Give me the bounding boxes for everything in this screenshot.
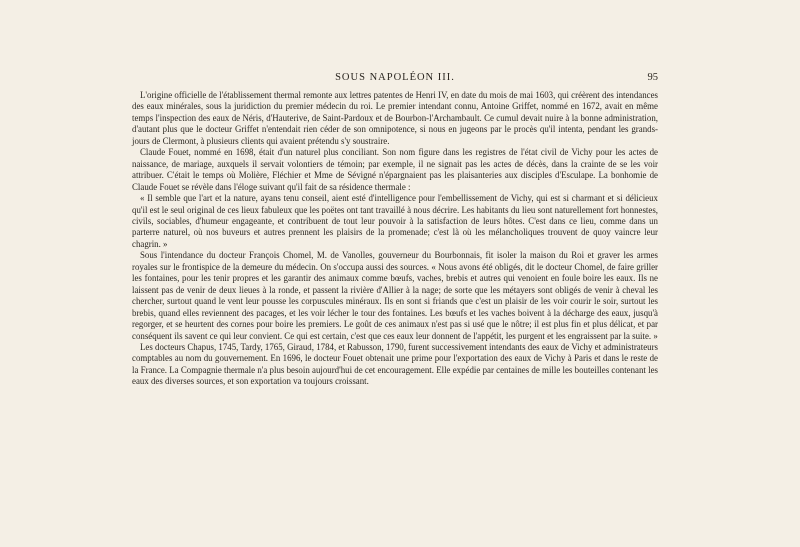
- body-text: [132, 90, 658, 388]
- page-header: [132, 72, 658, 86]
- paragraph-chomel: Sous l'intendance du docteur François Chomel, M. de Vanolles, gouverneur du Bourbonnais, fit isoler la maison du Roi et graver les armes royales sur le frontispice de la demeure du médecin. On s'occupa aussi des sources. « Nous avons été obligés, dit le docteur Chomel, de faire griller les fontaines, pour les tenir propres et les garantir des animaux comme bœufs, vaches, brebis et autres qui venoient en foule boire les eaux. Ils ne laissent pas de venir de deux lieues à la ronde, et passent la rivière d'Allier à la nage; de sorte que les métayers sont obligés de venir à cheval les chercher, surtout quand le vent leur pousse les corpuscules minéraux. Ils en sont si friands que c'est un plaisir de les voir courir le soir, surtout les brebis, quand elles reviennent des pacages, et les voir lécher le tour des fontaines. Les bœufs et les vaches boivent à la décharge des eaux, jusqu'à regorger, et se heurtent des cornes pour boire les premiers. Le goût de ces animaux n'est pas si usé que le nôtre; il est plus fin et plus délicat, et par conséquent ils savent ce qui leur convient. Ce qui est certain, c'est que ces eaux leur donnent de l'appétit, les purgent et les engraissent par la suite. »: [132, 250, 658, 341]
- running-title: SOUS NAPOLÉON III.: [335, 72, 455, 83]
- paragraph-intendants: Les docteurs Chapus, 1745, Tardy, 1765, Giraud, 1784, et Rabusson, 1790, furent successivement intendants des eaux de Vichy et administrateurs comptables au nom du gouvernement. En 1696, le docteur Fouet obtenait une prime pour l'exportation des eaux de Vichy à Paris et dans le reste de la France. La Compagnie thermale n'a plus besoin aujourd'hui de cet encouragement. Elle expédie par centaines de mille les bouteilles contenant les eaux des diverses sources, et son exportation va toujours croissant.: [132, 341, 658, 387]
- paragraph-claude-fouet: Claude Fouet, nommé en 1698, était d'un naturel plus conciliant. Son nom figure dans les registres de l'état civil de Vichy pour les actes de naissance, de mariage, auxquels il servait volontiers de témoin; par exemple, il ne signait pas les actes de décès, dans la crainte de se les voir attribuer. C'était le temps où Molière, Fléchier et Mme de Sévigné n'épargnaient pas les plaisanteries aux disciples d'Esculape. La bonhomie de Claude Fouet se révèle dans l'éloge suivant qu'il fait de sa résidence thermale :: [132, 147, 658, 192]
- paragraph-quotation-vichy: « Il semble que l'art et la nature, ayans tenu conseil, aient esté d'intelligence pour l'embellissement de Vichy, qui est si charmant et si délicieux qu'il est le seul original de ces lieux fabuleux que les poëtes ont tant travaillé à nous décrire. Les habitants du lieu sont naturellement fort honnestes, civils, sociables, d'humeur engageante, et contribuent de tout leur pouvoir à la satisfaction de leurs hôtes. C'est dans ce lieu, comme dans un parterre naturel, où nos buveurs et autres prennent les plaisirs de la promenade; c'est là où les mélancholiques trouvent de quoy vaincre leur chagrin. »: [132, 193, 658, 249]
- page-number: 95: [647, 72, 658, 83]
- paragraph-origin: L'origine officielle de l'établissement thermal remonte aux lettres patentes de Henri IV, en date du mois de mai 1603, qui créèrent des intendances des eaux minérales, sous la juridiction du premier médecin du roi. Le premier intendant connu, Antoine Griffet, nommé en 1672, avait en même temps l'inspection des eaux de Néris, d'Hauterive, de Saint-Pardoux et de Bourbon-l'Archambault. Ce cumul devait nuire à la bonne administration, d'autant plus que le docteur Griffet n'entendait rien céder de son omnipotence, si nous en jugeons par le procès qu'il intenta, pendant les grands-jours de Clermont, à plusieurs clients qui avaient prétendu s'y soustraire.: [132, 90, 658, 146]
